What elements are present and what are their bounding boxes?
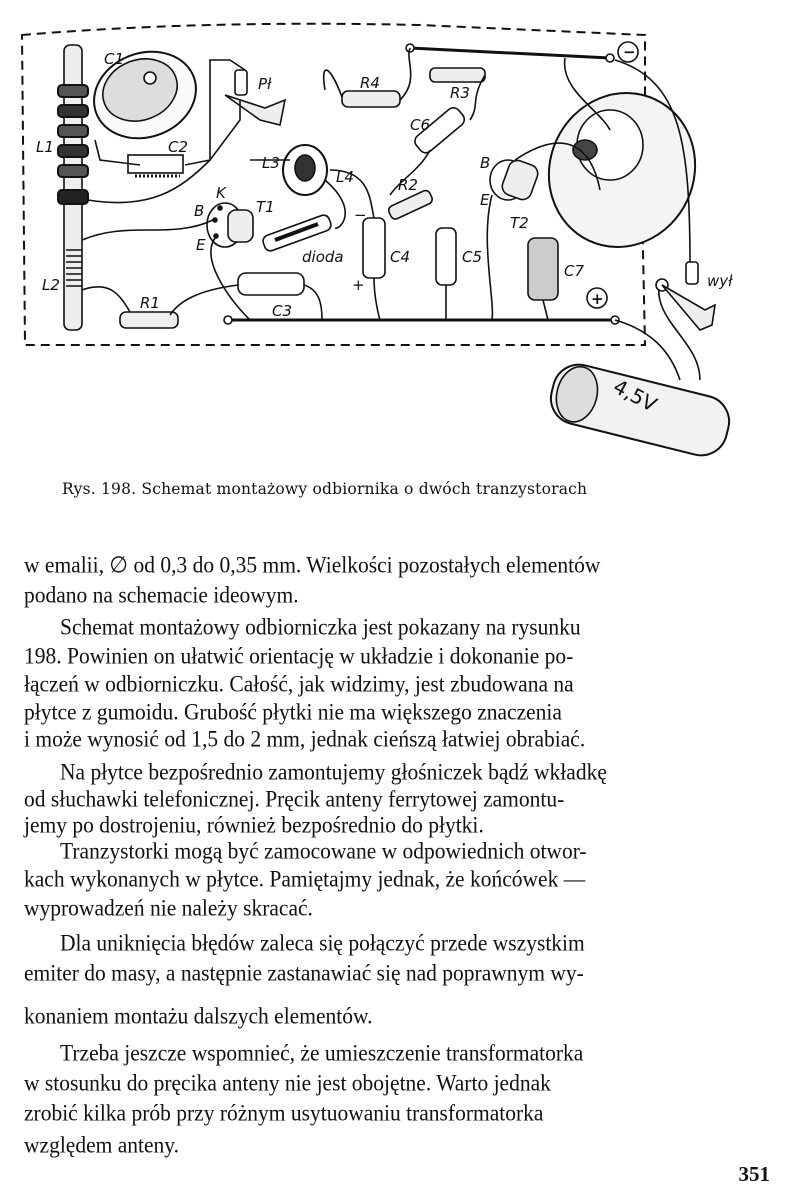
label-e1: E [196, 236, 206, 254]
capacitor-c7 [528, 238, 558, 300]
text-line: podano na schemacie ideowym. [24, 582, 299, 608]
text-line: jemy po dostrojeniu, również bezpośrednio do płytki. [24, 812, 484, 838]
text-line: Trzeba jeszcze wspomnieć, że umieszczenie transformatorka [60, 1040, 584, 1066]
text-line: 198. Powinien on ułatwić orientację w układzie i dokonanie po- [24, 643, 574, 669]
label-c2: C2 [168, 138, 189, 156]
label-l3: L3 [262, 154, 280, 172]
label-c3: C3 [272, 302, 293, 320]
label-l4: L4 [336, 168, 354, 186]
label-r2: R2 [398, 176, 418, 194]
text-line: kach wykonanych w płytce. Pamiętajmy jednak, że końcówek — [24, 866, 586, 892]
label-t2: T2 [510, 214, 529, 232]
label-r1: R1 [140, 294, 160, 312]
figure-caption: Rys. 198. Schemat montażowy odbiornika o dwóch tranzystorach [62, 480, 588, 498]
capacitor-c4 [363, 218, 385, 278]
resistor-r3 [430, 68, 485, 82]
label-c7: C7 [564, 262, 585, 280]
text-line: Dla uniknięcia błędów zaleca się połączyć przede wszystkim [60, 930, 585, 956]
label-c4-plus: + [352, 276, 365, 294]
text-line: płytce z gumoidu. Grubość płytki nie ma większego znaczenia [24, 699, 562, 725]
label-wyl: wył [707, 272, 733, 290]
text-line: względem anteny. [24, 1132, 180, 1158]
label-c4-minus: − [354, 206, 367, 224]
resistor-r4 [342, 91, 400, 107]
label-pl: Pł [258, 75, 272, 93]
capacitor-c5 [436, 228, 456, 285]
negative-rail [410, 48, 610, 58]
text-line: Na płytce bezpośrednio zamontujemy głośniczek bądź wkładkę [60, 759, 607, 785]
label-l1: L1 [36, 138, 54, 156]
capacitor-c3 [238, 273, 304, 295]
label-r3: R3 [450, 84, 470, 102]
text-line: i może wynosić od 1,5 do 2 mm, jednak cieńszą łatwiej obrabiać. [24, 726, 586, 752]
label-dioda: dioda [302, 248, 344, 266]
text-line: konaniem montażu dalszych elementów. [24, 1003, 373, 1029]
text-line: w stosunku do pręcika anteny nie jest obojętne. Warto jednak [24, 1070, 551, 1096]
label-k: K [216, 184, 226, 202]
text-line: Tranzystorki mogą być zamocowane w odpowiednich otwor- [60, 838, 587, 864]
resistor-r1 [120, 312, 178, 328]
label-l2: L2 [42, 276, 60, 294]
text-line: łączeń w odbiorniczku. Całość, jak widzimy, jest zbudowana na [24, 671, 574, 697]
label-c6: C6 [410, 116, 431, 134]
label-c1: C1 [104, 50, 125, 68]
label-battery: 4,5V [609, 374, 661, 417]
assembly-diagram [0, 0, 796, 470]
text-line: od słuchawki telefonicznej. Pręcik anteny ferrytowej zamontu- [24, 786, 565, 812]
label-t1: T1 [256, 198, 275, 216]
label-c5: C5 [462, 248, 483, 266]
label-c4: C4 [390, 248, 411, 266]
label-plus-terminal: + [591, 290, 604, 308]
text-line: emiter do masy, a następnie zastanawiać się nad poprawnym wy- [24, 960, 584, 986]
page-number: 351 [738, 1162, 770, 1186]
text-line: Schemat montażowy odbiorniczka jest pokazany na rysunku [60, 614, 581, 640]
label-minus-terminal: − [623, 43, 636, 61]
text-line: w emalii, ∅ od 0,3 do 0,35 mm. Wielkości pozostałych elementów [24, 552, 601, 578]
label-r4: R4 [360, 74, 380, 92]
label-e2: E [480, 191, 490, 209]
text-line: zrobić kilka prób przy różnym usytuowaniu transformatorka [24, 1100, 544, 1126]
label-b1: B [194, 202, 205, 220]
text-line: wyprowadzeń nie należy skracać. [24, 895, 313, 921]
label-b2: B [480, 154, 491, 172]
